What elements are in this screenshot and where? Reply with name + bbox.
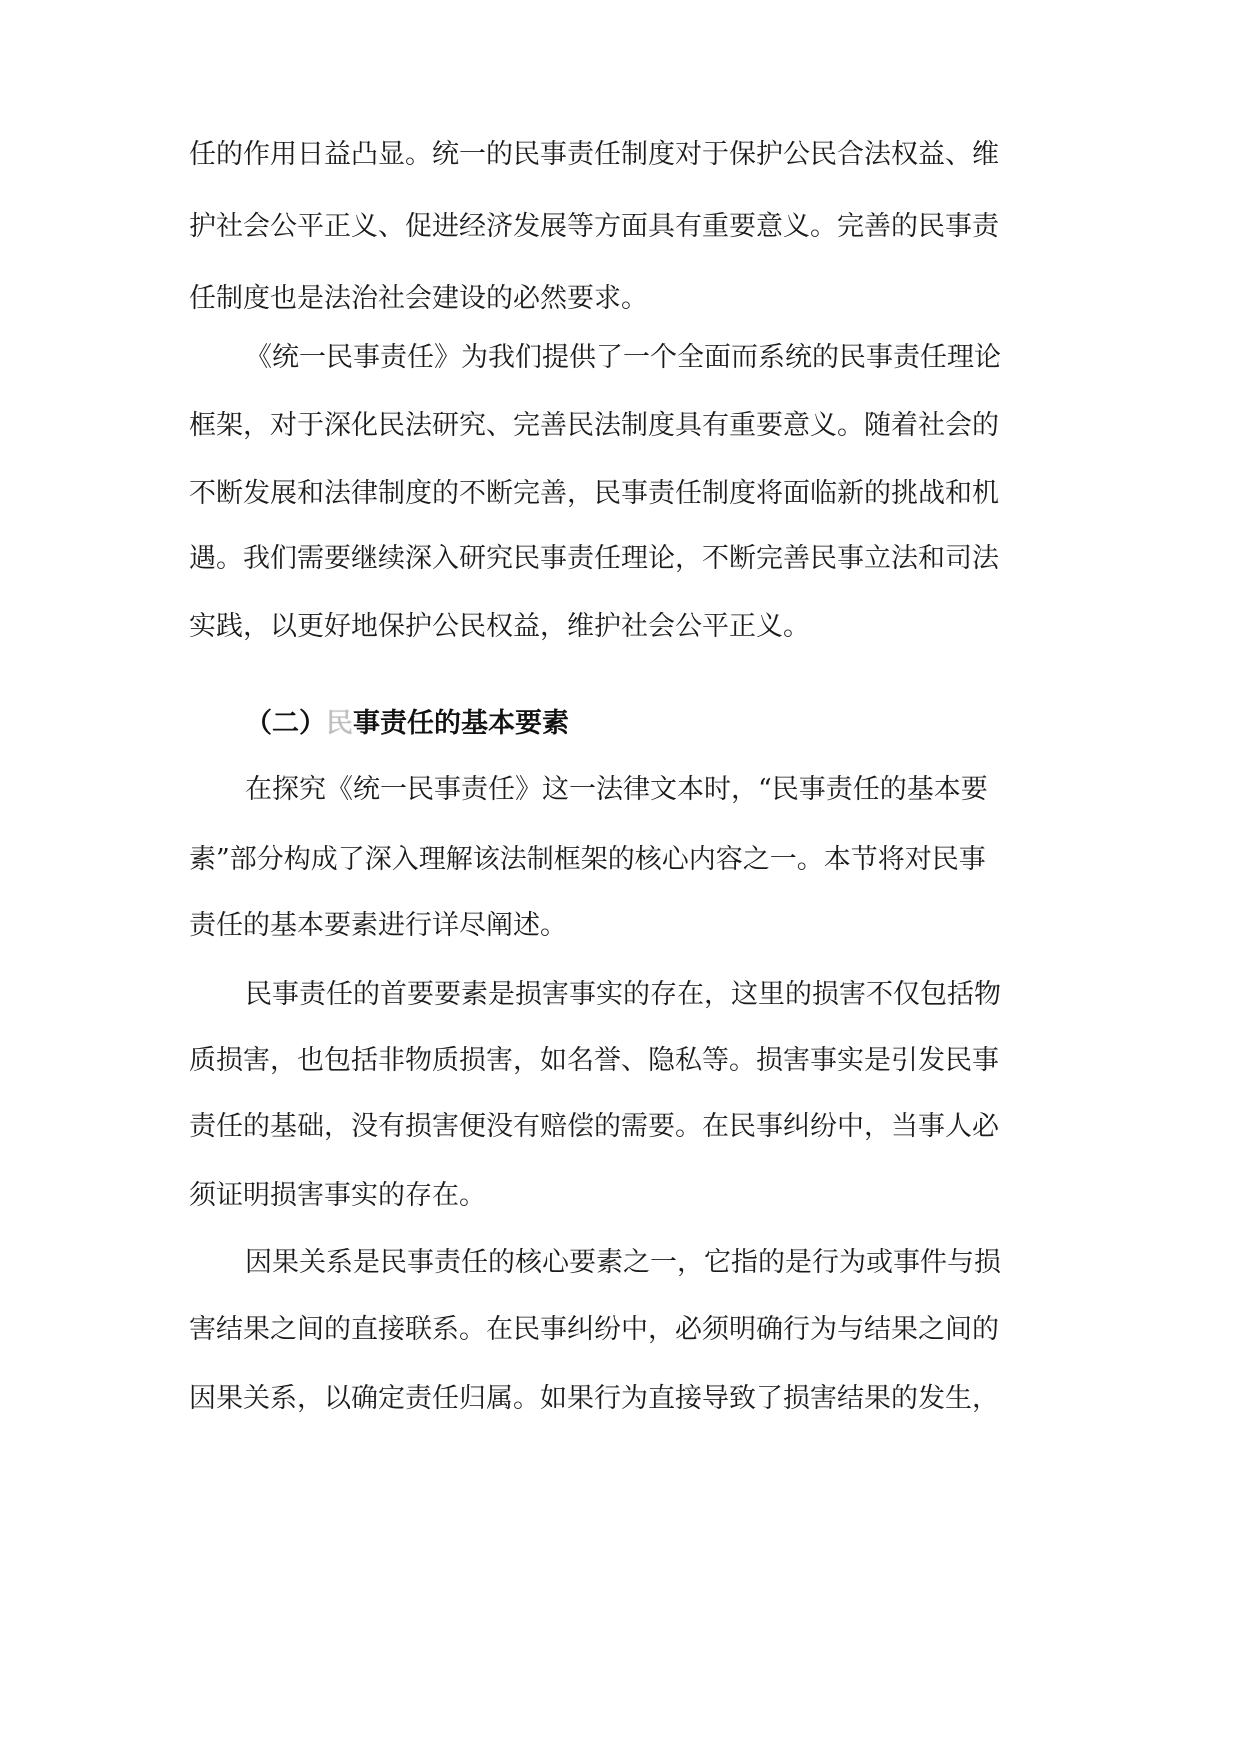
section-heading-rest: 事责任的基本要素 (353, 708, 569, 739)
section-paragraph-2-line-2: 质损害，也包括非物质损害，如名誉、隐私等。损害事实是引发民事 (189, 1045, 999, 1076)
section-paragraph-2-line-4: 须证明损害事实的存在。 (189, 1180, 486, 1211)
paragraph-2-line-5: 实践，以更好地保护公民权益，维护社会公平正义。 (189, 611, 810, 642)
section-paragraph-1-line-2: 素”部分构成了深入理解该法制框架的核心内容之一。本节将对民事 (189, 844, 986, 875)
section-heading-first-char: 民 (326, 708, 353, 739)
section-paragraph-3-line-1: 因果关系是民事责任的核心要素之一，它指的是行为或事件与损 (245, 1247, 1001, 1278)
section-paragraph-3-line-3: 因果关系，以确定责任归属。如果行为直接导致了损害结果的发生， (189, 1383, 999, 1414)
section-paragraph-2-line-3: 责任的基础，没有损害便没有赔偿的需要。在民事纠纷中，当事人必 (189, 1111, 999, 1142)
section-heading (245, 704, 569, 744)
paragraph-2-line-4: 遇。我们需要继续深入研究民事责任理论，不断完善民事立法和司法 (189, 543, 999, 574)
paragraph-1-line-1: 任的作用日益凸显。统一的民事责任制度对于保护公民合法权益、维 (189, 139, 999, 170)
paragraph-2-line-1: 《统一民事责任》为我们提供了一个全面而系统的民事责任理论 (245, 342, 1001, 373)
section-paragraph-3-line-2: 害结果之间的直接联系。在民事纠纷中，必须明确行为与结果之间的 (189, 1314, 999, 1345)
paragraph-1-line-3: 任制度也是法治社会建设的必然要求。 (189, 283, 648, 314)
section-heading-prefix: （二） (245, 708, 326, 739)
section-paragraph-1-line-3: 责任的基本要素进行详尽阐述。 (189, 910, 567, 941)
section-paragraph-2-line-1: 民事责任的首要要素是损害事实的存在，这里的损害不仅包括物 (245, 979, 1001, 1010)
paragraph-2-line-3: 不断发展和法律制度的不断完善，民事责任制度将面临新的挑战和机 (189, 478, 999, 509)
paragraph-2-line-2: 框架，对于深化民法研究、完善民法制度具有重要意义。随着社会的 (189, 410, 999, 441)
paragraph-1-line-2: 护社会公平正义、促进经济发展等方面具有重要意义。完善的民事责 (189, 211, 999, 242)
section-paragraph-1-line-1: 在探究《统一民事责任》这一法律文本时，“民事责任的基本要 (245, 774, 988, 805)
